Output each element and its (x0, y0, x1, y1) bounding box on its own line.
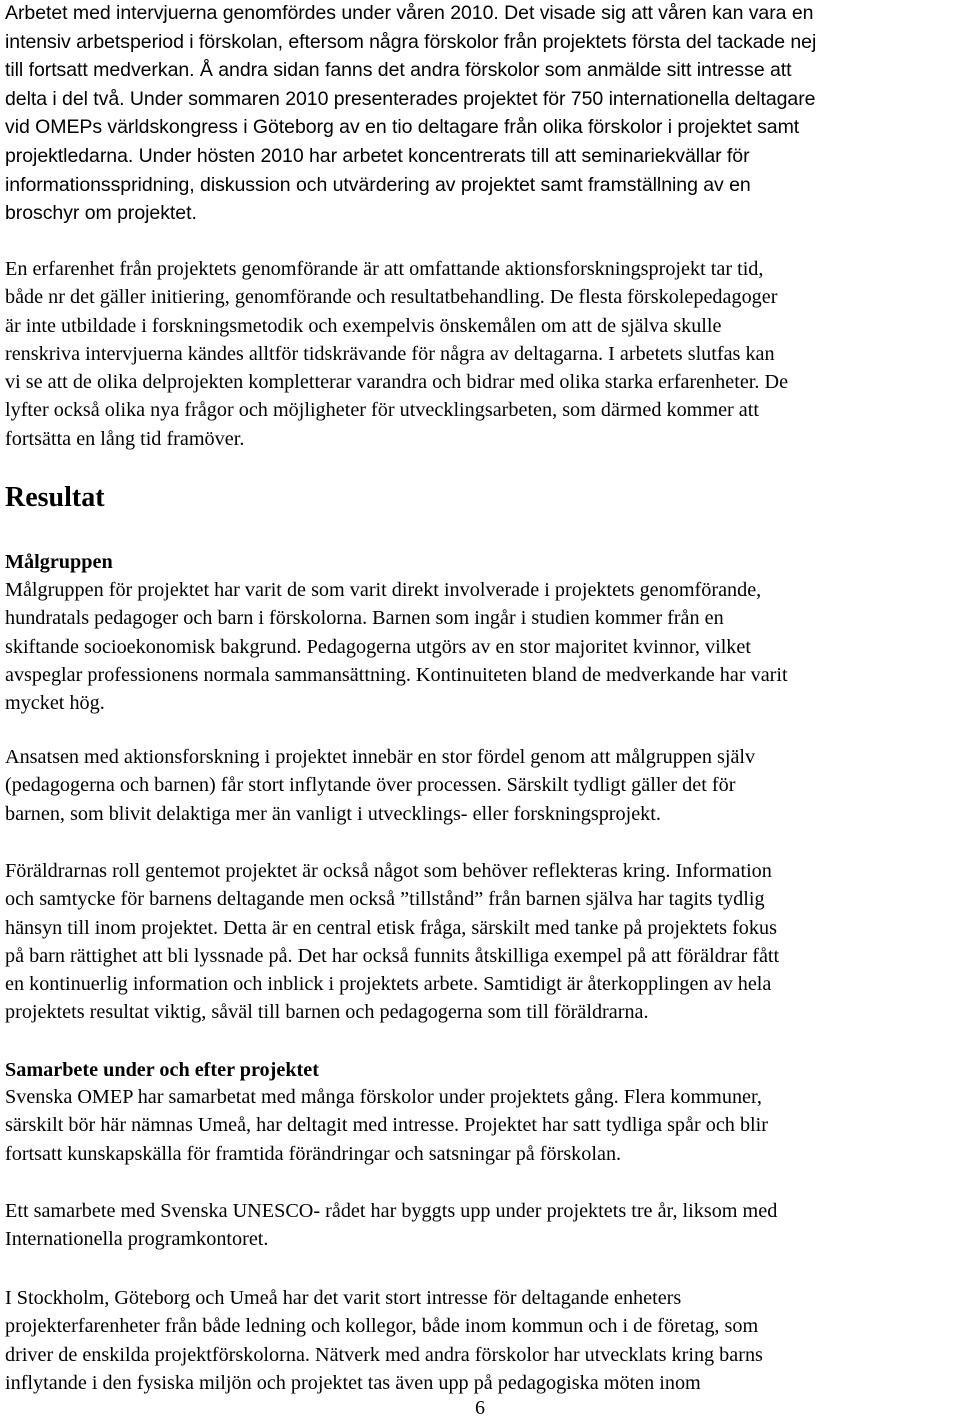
text-line: Svenska OMEP har samarbetat med många förskolor under projektets gång. Flera kommuner, (5, 1086, 762, 1108)
text-line: både nr det gäller initiering, genomförande och resultatbehandling. De flesta förskolepedagoger (5, 286, 778, 309)
text-line: projekterfarenheter från både ledning och kollegor, både inom kommun och i de företag, som (5, 1315, 759, 1338)
paragraph-ansatsen (5, 743, 955, 828)
text-line: delta i del två. Under sommaren 2010 presenterades projektet för 750 internationella deltagare (5, 87, 816, 110)
text-line: är inte utbildade i forskningsmetodik och exempelvis önskemålen om att de själva skulle (5, 314, 722, 337)
paragraph-stockholm (5, 1284, 955, 1397)
text-line: och samtycke för barnens deltagande men också ”tillstånd” från barnen själva har tagits tydlig (5, 888, 765, 911)
text-line: Målgruppen för projektet har varit de som varit direkt involverade i projektets genomförande, (5, 579, 762, 601)
text-line: en kontinuerlig information och inblick i projektets arbete. Samtidigt är återkopplingen av hela (5, 973, 772, 996)
text-line: skiftande socioekonomisk bakgrund. Pedagogerna utgörs av en stor majoritet kvinnor, vilket (5, 635, 751, 658)
text-line: Internationella programkontoret. (5, 1228, 269, 1251)
text-line: avspeglar professionens normala sammansättning. Kontinuiteten bland de medverkande har varit (5, 663, 788, 686)
text-line: intensiv arbetsperiod i förskolan, eftersom några förskolor från projektets första del tackade nej (5, 30, 817, 53)
paragraph-malgruppen (5, 576, 955, 717)
text-line: projektets resultat viktig, såväl till barnen och pedagogerna som till föräldrarna. (5, 1001, 649, 1024)
text-line: Ansatsen med aktionsforskning i projektet innebär en stor fördel genom att målgruppen själv (5, 746, 756, 768)
text-line: mycket hög. (5, 692, 105, 715)
text-line: Föräldrarnas roll gentemot projektet är också något som behöver reflekteras kring. Information (5, 860, 772, 882)
heading-samarbete: Samarbete under och efter projektet (5, 1059, 319, 1081)
paragraph-erfarenhet (5, 255, 955, 453)
text-line: informationsspridning, diskussion och utvärdering av projektet samt framställning av en (5, 173, 751, 196)
text-line: I Stockholm, Göteborg och Umeå har det varit stort intresse för deltagande enheters (5, 1287, 682, 1309)
paragraph-samarbete (5, 1083, 955, 1168)
text-line: projektledarna. Under hösten 2010 har arbetet koncentrerats till att seminariekvällar för (5, 144, 750, 167)
text-line: inflytande i den fysiska miljön och projektet tas även upp på pedagogiska möten inom (5, 1371, 701, 1394)
text-line: broschyr om projektet. (5, 202, 197, 225)
text-line: (pedagogerna och barnen) får stort inflytande över processen. Särskilt tydligt gäller det för (5, 774, 736, 797)
heading-resultat: Resultat (5, 482, 105, 513)
text-line: renskriva intervjuerna kändes alltför tidskrävande för några av deltagarna. I arbetets slutfas kan (5, 342, 775, 365)
text-line: vi se att de olika delprojekten kompletterar varandra och bidrar med olika starka erfarenheter. De (5, 371, 789, 394)
text-line: till fortsatt medverkan. Å andra sidan fanns det andra förskolor som anmälde sitt intresse att (5, 59, 792, 82)
text-line: fortsätta en lång tid framöver. (5, 427, 245, 450)
text-line: särskilt bör här nämnas Umeå, har deltagit med intresse. Projektet har satt tydliga spår och blir (5, 1114, 768, 1137)
text-line: på barn rättighet att bli lyssnade på. Det har också funnits åtskilliga exempel på att föräldrar fått (5, 944, 780, 967)
text-line: vid OMEPs världskongress i Göteborg av en tio deltagare från olika förskolor i projektet samt (5, 116, 800, 139)
text-line: Ett samarbete med Svenska UNESCO- rådet har byggts upp under projektets tre år, liksom med (5, 1200, 778, 1222)
text-line: hänsyn till inom projektet. Detta är en central etisk fråga, särskilt med tanke på projektets fokus (5, 916, 777, 939)
heading-malgruppen: Målgruppen (5, 551, 113, 573)
text-line: hundratals pedagoger och barn i förskolorna. Barnen som ingår i studien kommer från en (5, 607, 724, 630)
text-line: En erfarenhet från projektets genomförande är att omfattande aktionsforskningsprojekt tar tid, (5, 258, 764, 280)
paragraph-intervjuer (5, 0, 955, 228)
paragraph-unesco (5, 1197, 955, 1254)
text-line: fortsatt kunskapskälla för framtida förändringar och satsningar på förskolan. (5, 1142, 622, 1165)
text-line: driver de enskilda projektförskolorna. Nätverk med andra förskolor har utvecklats kring barns (5, 1343, 763, 1366)
text-line: Arbetet med intervjuerna genomfördes under våren 2010. Det visade sig att våren kan vara en (5, 2, 814, 24)
page-number: 6 (475, 1397, 485, 1419)
text-line: barnen, som blivit delaktiga mer än vanligt i utvecklings- eller forskningsprojekt. (5, 802, 661, 825)
text-line: lyfter också olika nya frågor och möjligheter för utvecklingsarbeten, som därmed kommer att (5, 399, 759, 422)
paragraph-foraldrar (5, 857, 955, 1027)
